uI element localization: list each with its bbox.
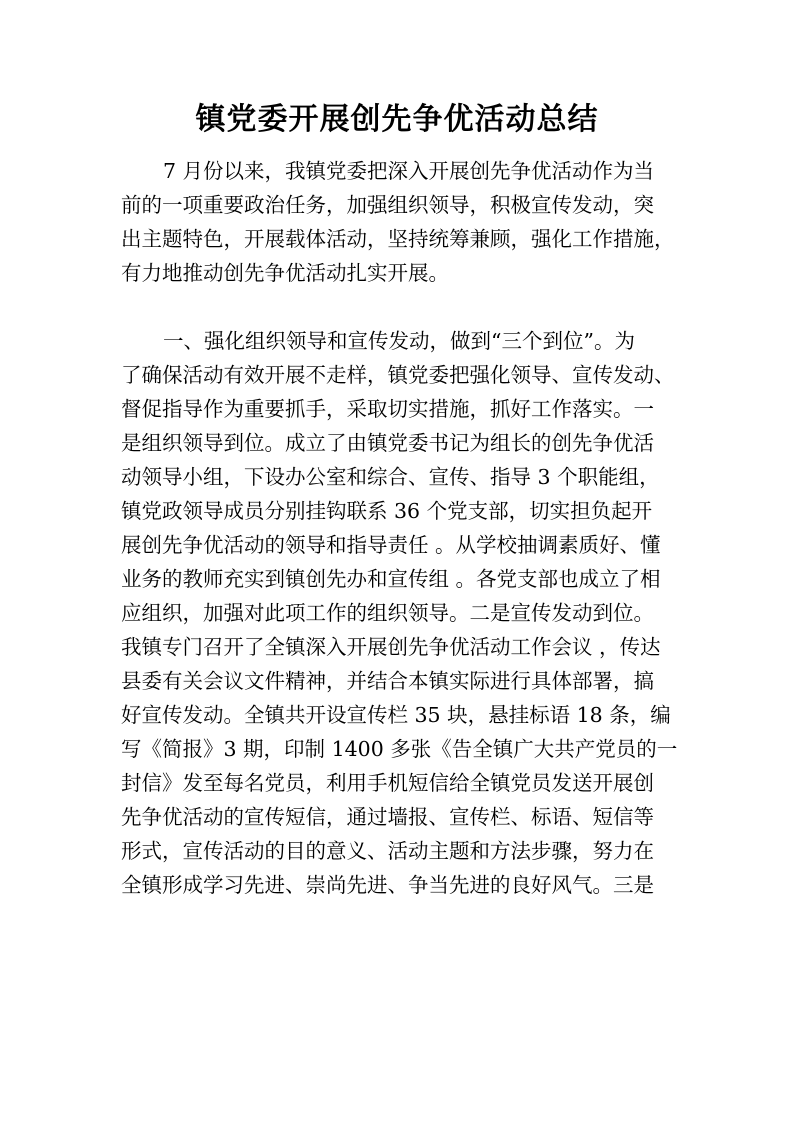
text-line-10: 镇党政领导成员分别挂钩联系 36 个党支部，切实担负起开 [121, 499, 653, 523]
text-line-19: 先争优活动的宣传短信，通过墙报、宣传栏、标语、短信等 [121, 805, 654, 829]
text-line-13: 应组织，加强对此项工作的组织领导。二是宣传发动到位。 [121, 601, 654, 625]
text-line-18: 封信》发至每名党员，利用手机短信给全镇党员发送开展创 [121, 771, 654, 795]
text-line-5: 一、强化组织领导和宣传发动，做到“三个到位”。为 [163, 329, 635, 353]
text-line-3: 出主题特色，开展载体活动，坚持统筹兼顾，强化工作措施， [121, 227, 675, 251]
text-line-15: 县委有关会议文件精神，并结合本镇实际进行具体部署，搞 [121, 669, 654, 693]
text-line-7: 督促指导作为重要抓手，采取切实措施，抓好工作落实。一 [121, 397, 654, 421]
text-line-8: 是组织领导到位。成立了由镇党委书记为组长的创先争优活 [121, 431, 654, 455]
text-line-11: 展创先争优活动的领导和指导责任 。从学校抽调素质好、懂 [121, 533, 661, 557]
text-line-4: 有力地推动创先争优活动扎实开展。 [121, 261, 449, 285]
text-line-2: 前的一项重要政治任务，加强组织领导，积极宣传发动，突 [121, 193, 654, 217]
text-line-14: 我镇专门召开了全镇深入开展创先争优活动工作会议 ，传达 [121, 635, 661, 659]
text-line-12: 业务的教师充实到镇创先办和宣传组 。各党支部也成立了相 [121, 567, 661, 591]
text-line-9: 动领导小组，下设办公室和综合、宣传、指导 3 个职能组， [121, 465, 660, 489]
text-line-1: 7 月份以来，我镇党委把深入开展创先争优活动作为当 [163, 159, 655, 183]
text-line-21: 全镇形成学习先进、崇尚先进、争当先进的良好风气。三是 [121, 873, 654, 897]
text-line-6: 了确保活动有效开展不走样，镇党委把强化领导、宣传发动、 [121, 363, 675, 387]
text-line-16: 好宣传发动。全镇共开设宣传栏 35 块，悬挂标语 18 条，编 [121, 703, 671, 727]
document-title: 镇党委开展创先争优活动总结 [195, 102, 599, 137]
text-line-17: 写《简报》3 期，印制 1400 多张《告全镇广大共产党员的一 [121, 737, 678, 761]
text-line-20: 形式，宣传活动的目的意义、活动主题和方法步骤，努力在 [121, 839, 654, 863]
